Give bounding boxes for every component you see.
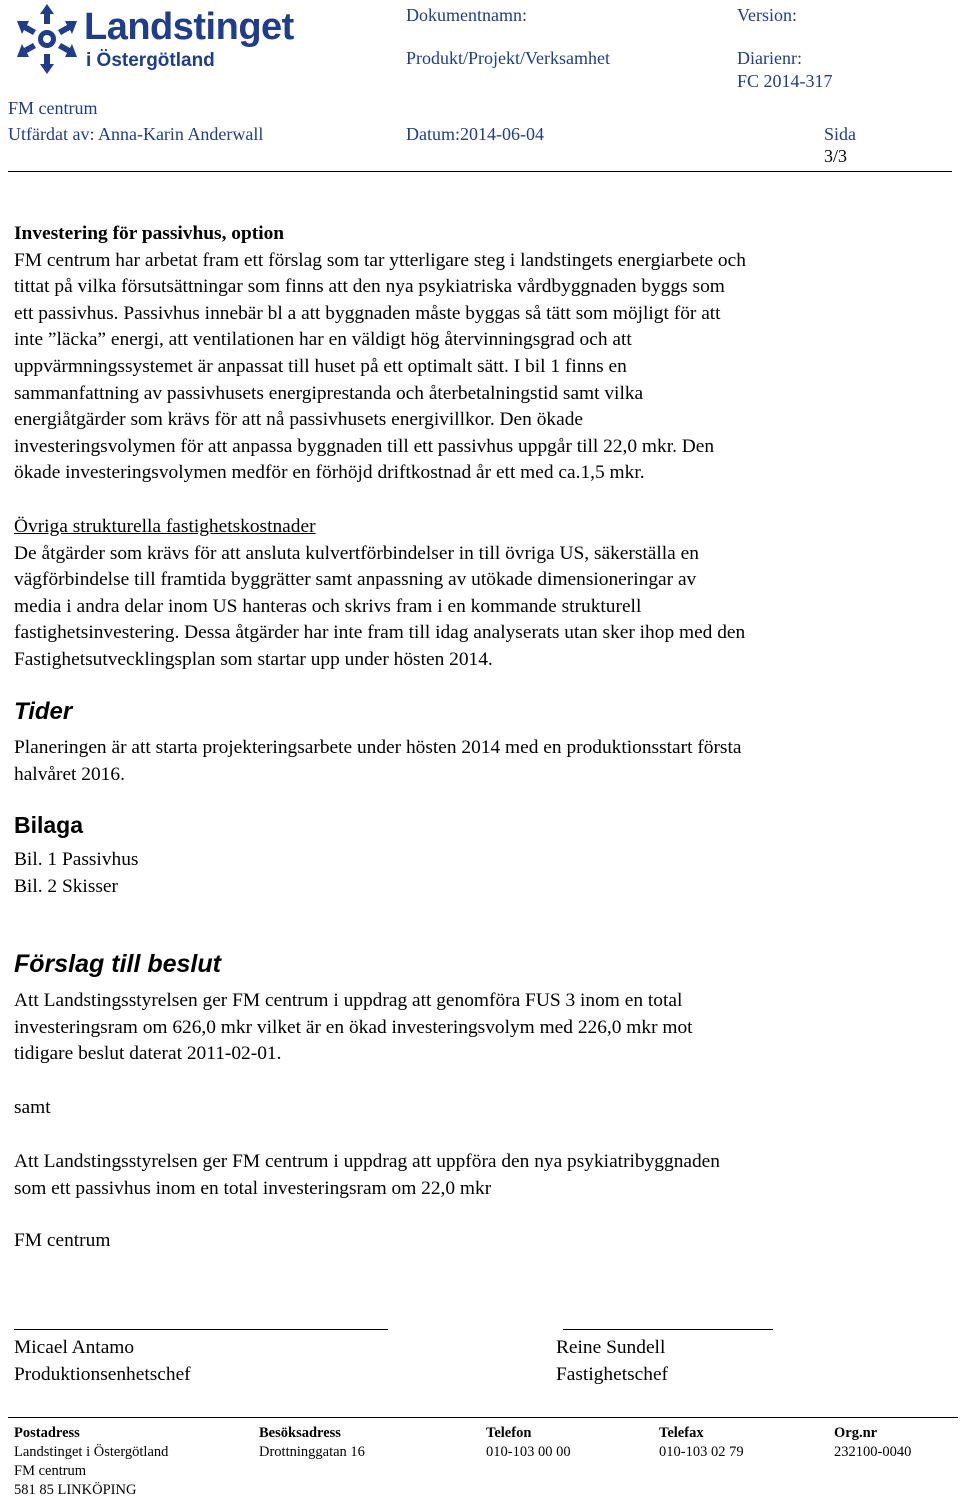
- signature-line: [14, 1329, 388, 1330]
- footer-column-telefon: [486, 1424, 571, 1462]
- text-line: tidigare beslut daterat 2011-02-01.: [14, 1043, 282, 1065]
- footer-value: 010-103 00 00: [486, 1444, 571, 1460]
- text-line: som ett passivhus inom en total investeringsram om 22,0 mkr: [14, 1177, 492, 1199]
- header-divider: [8, 171, 952, 172]
- section-passivhus: [14, 221, 954, 487]
- project-label: Produkt/Projekt/Verksamhet: [406, 48, 610, 68]
- text-line: Planeringen är att starta projekteringsarbete under hösten 2014 med en produktionsstart första: [14, 737, 742, 758]
- footer-value: 581 85 LINKÖPING: [14, 1482, 137, 1498]
- version-label: Version:: [737, 5, 797, 25]
- footer-column-besoksadress: [259, 1424, 365, 1462]
- document-name-label: Dokumentnamn:: [406, 5, 527, 25]
- text-line: vägförbindelse till framtida byggrätter samt anpassning av utökade dimensioneringar av: [14, 569, 697, 591]
- logo-name: Landstinget: [84, 6, 294, 48]
- text-line: Att Landstingsstyrelsen ger FM centrum i uppdrag att genomföra FUS 3 inom en total: [14, 990, 683, 1011]
- footer-value: Drottninggatan 16: [259, 1444, 365, 1460]
- footer-column-postadress: [14, 1424, 168, 1500]
- section-heading-beslut: Förslag till beslut: [14, 950, 221, 978]
- diarienr-label: Diarienr:: [737, 48, 802, 68]
- section-heading-tider: Tider: [14, 698, 73, 725]
- decision-paragraph-2: [14, 1149, 954, 1202]
- logo: [14, 2, 314, 78]
- footer-label: Telefax: [659, 1425, 704, 1441]
- signature-line: [563, 1329, 773, 1330]
- document-date: Datum:2014-06-04: [406, 124, 544, 144]
- section-heading: Investering för passivhus, option: [14, 223, 285, 244]
- logo-subname: i Östergötland: [86, 50, 215, 71]
- signatory-title: Produktionsenhetschef: [14, 1364, 191, 1385]
- text-line: halvåret 2016.: [14, 763, 125, 785]
- text-line: fastighetsinvestering. Dessa åtgärder har inte fram till idag analyserats utan sker ihop med den: [14, 622, 746, 644]
- footer-value: 010-103 02 79: [659, 1444, 744, 1460]
- page-label: Sida: [824, 124, 857, 144]
- text-line: tittat på vilka försutsättningar som finns att den nya psykiatriska vårdbyggnaden byggs som: [14, 276, 725, 298]
- footer-label: Besöksadress: [259, 1425, 341, 1441]
- unit-name: FM centrum: [8, 98, 98, 118]
- footer-divider: [8, 1417, 958, 1418]
- diarienr-value: FC 2014-317: [737, 71, 833, 91]
- text-line: inte ”läcka” energi, att ventilationen har en väldigt hög återvinningsgrad och att: [14, 329, 632, 351]
- footer-value: FM centrum: [14, 1463, 87, 1479]
- footer-column-telefax: [659, 1424, 744, 1462]
- attachment-item: Bil. 2 Skisser: [14, 875, 118, 897]
- decision-sender: FM centrum: [14, 1230, 111, 1251]
- text-line: De åtgärder som krävs för att ansluta kulvertförbindelser in till övriga US, säkerställa en: [14, 542, 699, 564]
- text-line: media i andra delar inom US hanteras och skrivs fram i en kommande strukturell: [14, 595, 642, 617]
- decision-paragraph-1: [14, 988, 954, 1068]
- text-line: Fastighetsutvecklingsplan som startar upp under hösten 2014.: [14, 648, 493, 670]
- text-line: sammanfattning av passivhusets energiprestanda och återbetalningstid samt vilka: [14, 382, 644, 404]
- section-heading-bilaga: Bilaga: [14, 812, 84, 838]
- attachment-item: Bil. 1 Passivhus: [14, 849, 139, 870]
- footer-label: Telefon: [486, 1425, 532, 1441]
- footer-column-orgnr: [834, 1424, 911, 1462]
- footer-label: Postadress: [14, 1425, 80, 1441]
- text-line: ett passivhus. Passivhus innebär bl a att byggnaden måste byggas så tätt som möjligt för att: [14, 302, 721, 324]
- section-tider: [14, 735, 954, 788]
- signatory-name: Reine Sundell: [556, 1337, 666, 1358]
- text-line: FM centrum har arbetat fram ett förslag som tar ytterligare steg i landstingets energiarbete och: [14, 249, 746, 271]
- footer-value: Landstinget i Östergötland: [14, 1444, 169, 1460]
- text-line: Att Landstingsstyrelsen ger FM centrum i uppdrag att uppföra den nya psykiatribyggnaden: [14, 1151, 720, 1172]
- signatory-title: Fastighetschef: [556, 1364, 669, 1385]
- text-line: energiåtgärder som krävs för att nå passivhusets energivillkor. Den ökade: [14, 409, 583, 431]
- text-line: uppvärmningssystemet är anpassat till huset på ett optimalt sätt. I bil 1 finns en: [14, 355, 627, 377]
- footer-value: 232100-0040: [834, 1444, 912, 1460]
- section-ovriga: [14, 514, 954, 674]
- text-line: ökade investeringsvolymen medför en förhöjd driftkostnad år ett med ca.1,5 mkr.: [14, 462, 645, 484]
- decision-conjunction: samt: [14, 1097, 51, 1118]
- section-bilaga: [14, 847, 954, 900]
- text-line: investeringsram om 626,0 mkr vilket är en ökad investeringsvolym med 226,0 mkr mot: [14, 1016, 693, 1038]
- snowflake-emblem-icon: [14, 2, 80, 76]
- issued-by: Utfärdat av: Anna-Karin Anderwall: [8, 124, 264, 144]
- signatory-name: Micael Antamo: [14, 1337, 135, 1358]
- page-number: 3/3: [824, 146, 848, 166]
- section-heading: Övriga strukturella fastighetskostnader: [14, 516, 316, 537]
- footer-label: Org.nr: [834, 1425, 878, 1441]
- text-line: investeringsvolymen för att anpassa byggnaden till ett passivhus uppgår till 22,0 mkr. Den: [14, 435, 715, 457]
